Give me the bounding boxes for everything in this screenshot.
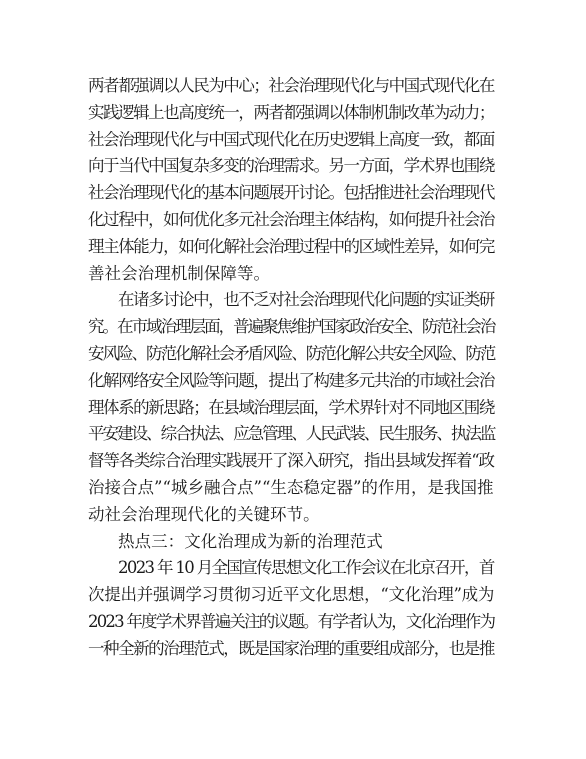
- text-line: 2023 年 10 月全国宣传思想文化工作会议在北京召开，首: [118, 558, 494, 578]
- text-line: 治接合点”“城乡融合点”“生态稳定器”的作用，是我国推: [88, 477, 494, 497]
- text-line: 善社会治理机制保障等。: [88, 263, 271, 283]
- text-line: 理体系的新思路；在县域治理层面，学术界针对不同地区围绕: [88, 397, 494, 417]
- text-line: 平安建设、综合执法、应急管理、人民武装、民生服务、执法监: [88, 424, 495, 444]
- paragraph-social-governance-theory: [88, 73, 494, 287]
- text-line: 化解网络安全风险等问题，提出了构建多元共治的市域社会治: [88, 370, 494, 390]
- text-line: 督等各类综合治理实践展开了深入研究，指出县域发挥着“政: [88, 451, 494, 471]
- text-line: 动社会治理现代化的关键环节。: [88, 504, 320, 524]
- text-line: 次提出并强调学习贯彻习近平文化思想，“文化治理”成为: [88, 585, 495, 605]
- section-heading-text: 热点三：文化治理成为新的治理范式: [118, 531, 383, 551]
- section-heading-hotspot-three: [88, 529, 494, 556]
- text-line: 化过程中，如何优化多元社会治理主体结构，如何提升社会治: [88, 209, 494, 229]
- text-line: 在诸多讨论中，也不乏对社会治理现代化问题的实证类研: [118, 290, 494, 310]
- text-line: 社会治理现代化的基本问题展开讨论。包括推进社会治理现代: [88, 183, 494, 203]
- text-line: 实践逻辑上也高度统一，两者都强调以体制机制改革为动力；: [88, 102, 494, 122]
- paragraph-empirical-research: [88, 287, 494, 528]
- text-line: 安风险、防范化解社会矛盾风险、防范化解公共安全风险、防范: [88, 343, 495, 363]
- paragraph-cultural-governance: [88, 555, 494, 662]
- text-line: 两者都强调以人民为中心；社会治理现代化与中国式现代化在: [88, 76, 494, 95]
- text-line: 究。在市域治理层面，普遍聚焦维护国家政治安全、防范社会治: [88, 317, 495, 337]
- text-line: 社会治理现代化与中国式现代化在历史逻辑上高度一致，都面: [88, 129, 494, 149]
- text-line: 理主体能力，如何化解社会治理过程中的区域性差异，如何完: [88, 236, 494, 256]
- text-line: 2023 年度学术界普遍关注的议题。有学者认为，文化治理作为: [88, 611, 495, 631]
- text-line: 一种全新的治理范式，既是国家治理的重要组成部分，也是推: [88, 638, 494, 658]
- text-line: 向于当代中国复杂多变的治理需求。另一方面，学术界也围绕: [88, 156, 494, 176]
